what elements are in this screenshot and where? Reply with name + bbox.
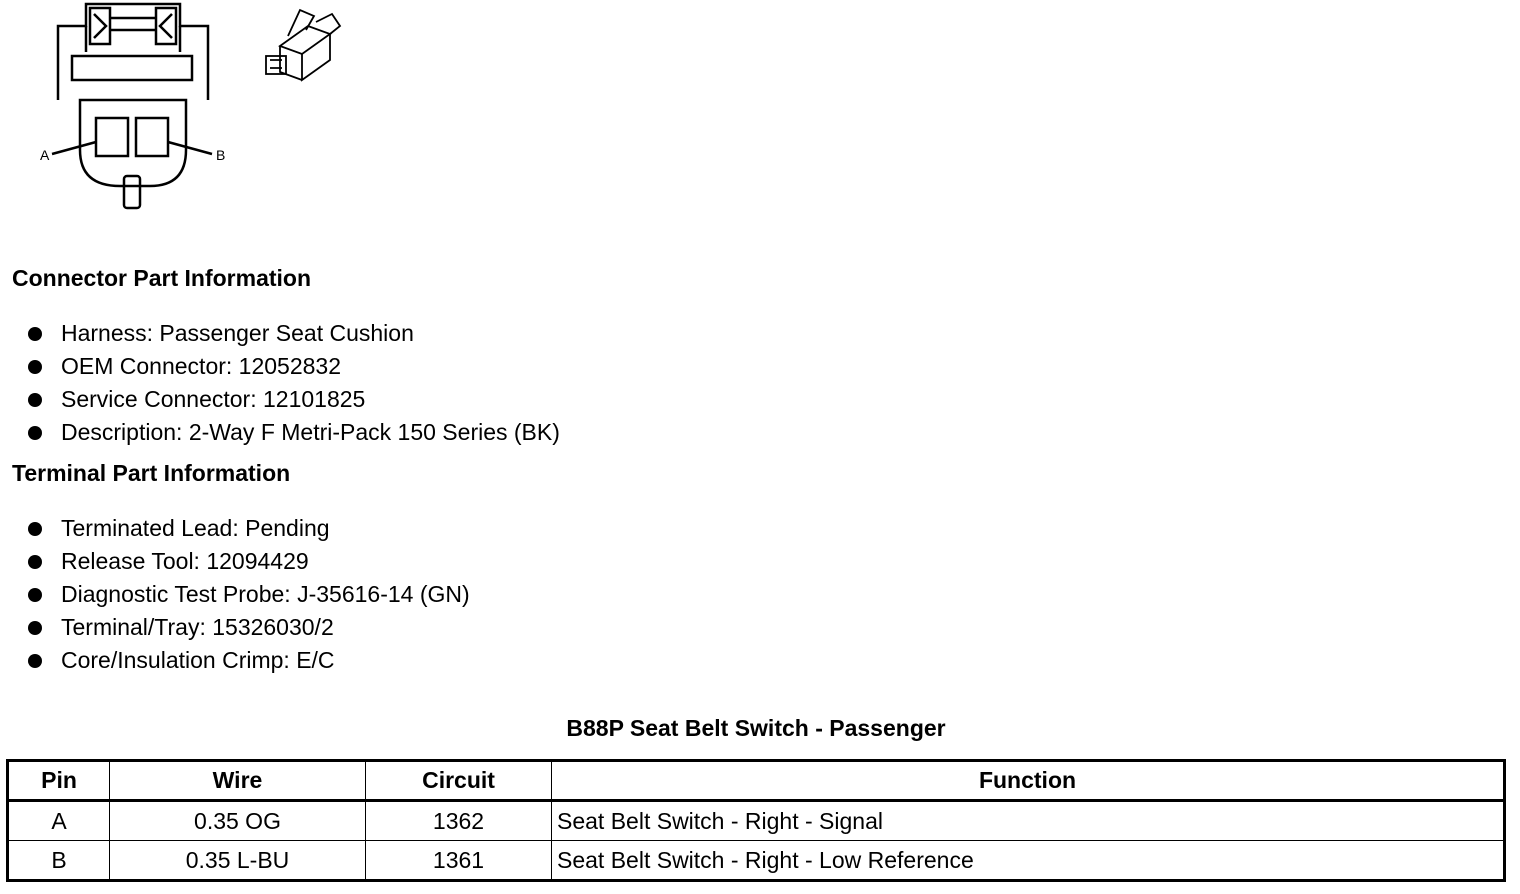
list-item: Service Connector: 12101825 [28,383,560,416]
connector-isometric-view [258,6,348,88]
list-item: Terminated Lead: Pending [28,512,470,545]
list-item: Diagnostic Test Probe: J-35616-14 (GN) [28,578,470,611]
connector-part-info-heading: Connector Part Information [12,265,312,291]
list-item: Release Tool: 12094429 [28,545,470,578]
list-item: Description: 2-Way F Metri-Pack 150 Series (BK) [28,416,560,449]
bullet-icon [28,360,42,374]
list-item: OEM Connector: 12052832 [28,350,560,383]
pin-label-b: B [216,147,226,163]
bullet-icon [28,522,42,536]
connector-part-info-list [28,317,560,449]
list-item: Terminal/Tray: 15326030/2 [28,611,470,644]
list-item: Core/Insulation Crimp: E/C [28,644,470,677]
table-row [8,841,1505,881]
table-row [8,801,1505,841]
bullet-icon [28,327,42,341]
cell-pin: A [8,801,110,841]
terminal-part-info-heading: Terminal Part Information [12,460,291,486]
bullet-icon [28,555,42,569]
bullet-icon [28,621,42,635]
list-item: Harness: Passenger Seat Cushion [28,317,560,350]
cell-wire: 0.35 OG [110,801,366,841]
bullet-icon [28,588,42,602]
column-header-wire: Wire [110,761,366,801]
bullet-icon [28,393,42,407]
cell-circuit: 1361 [366,841,552,881]
terminal-part-info-list [28,512,470,677]
cell-wire: 0.35 L-BU [110,841,366,881]
column-header-function: Function [552,761,1505,801]
connector-face-diagram [30,0,240,215]
pinout-table-title: B88P Seat Belt Switch - Passenger [566,715,946,741]
bullet-icon [28,654,42,668]
column-header-pin: Pin [8,761,110,801]
cell-pin: B [8,841,110,881]
cell-circuit: 1362 [366,801,552,841]
bullet-icon [28,426,42,440]
column-header-circuit: Circuit [366,761,552,801]
table-header-row [8,761,1505,801]
pin-label-a: A [40,147,50,163]
pinout-table [6,759,1506,882]
cell-function: Seat Belt Switch - Right - Signal [552,801,1505,841]
cell-function: Seat Belt Switch - Right - Low Reference [552,841,1505,881]
